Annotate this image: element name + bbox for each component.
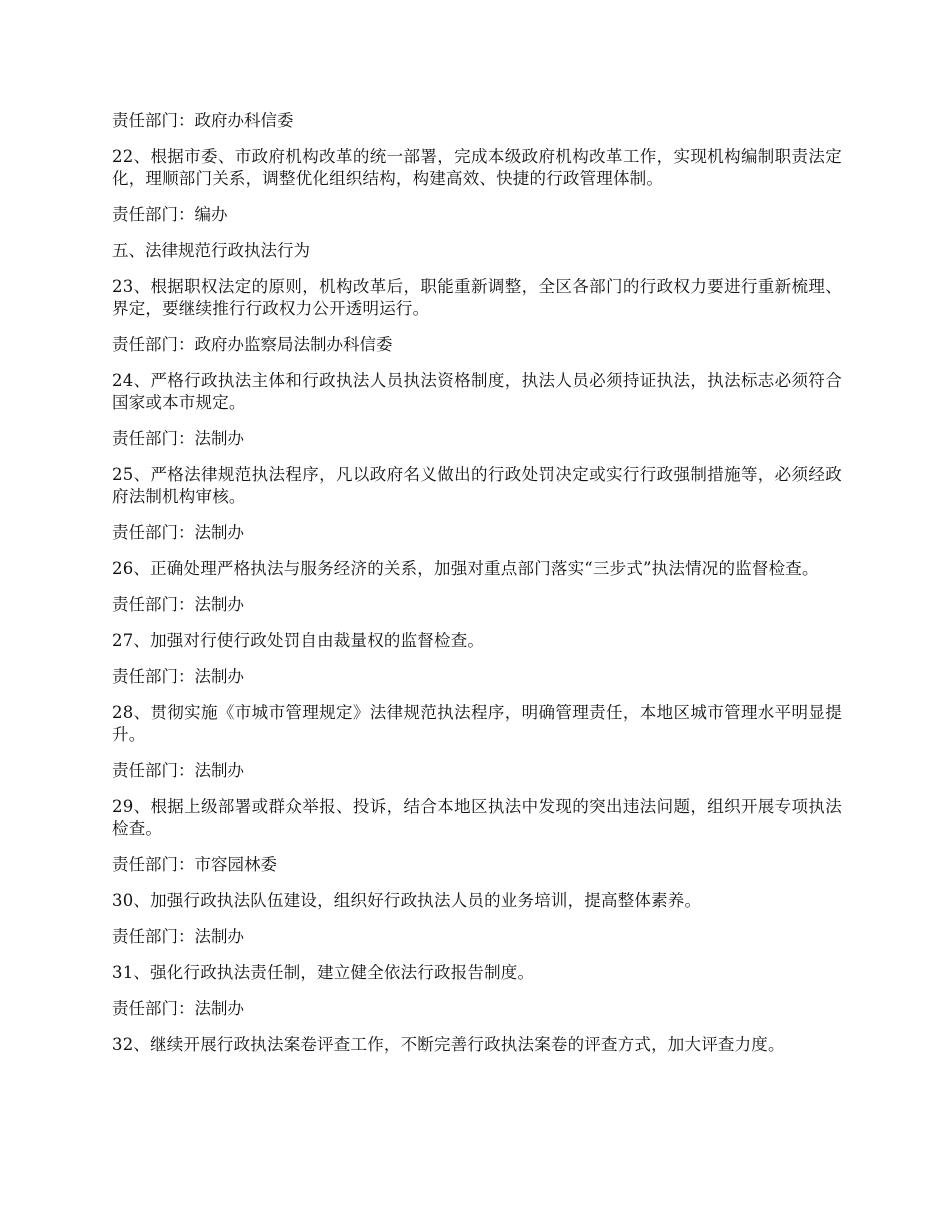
- item-paragraph: 22、根据市委、市政府机构改革的统一部署，完成本级政府机构改革工作，实现机构编制职责法定化，理顺部门关系，调整优化组织结构，构建高效、快捷的行政管理体制。: [112, 147, 842, 188]
- responsible-dept: 责任部门：政府办科信委: [112, 111, 294, 130]
- item-paragraph: 29、根据上级部署或群众举报、投诉，结合本地区执法中发现的突出违法问题，组织开展专项执法检查。: [112, 797, 842, 838]
- item-paragraph: 25、严格法律规范执法程序，凡以政府名义做出的行政处罚决定或实行行政强制措施等，必须经政府法制机构审核。: [112, 465, 842, 506]
- responsible-dept: 责任部门：政府办监察局法制办科信委: [112, 335, 393, 354]
- responsible-dept: 责任部门：法制办: [112, 999, 244, 1018]
- responsible-dept: 责任部门：市容园林委: [112, 855, 277, 874]
- responsible-dept: 责任部门：法制办: [112, 667, 244, 686]
- item-paragraph: 28、贯彻实施《市城市管理规定》法律规范执法程序，明确管理责任，本地区城市管理水平明显提升。: [112, 703, 842, 744]
- responsible-dept: 责任部门：法制办: [112, 927, 244, 946]
- responsible-dept: 责任部门：法制办: [112, 595, 244, 614]
- responsible-dept: 责任部门：法制办: [112, 429, 244, 448]
- item-paragraph: 26、正确处理严格执法与服务经济的关系，加强对重点部门落实“三步式”执法情况的监督检查。: [112, 559, 819, 578]
- responsible-dept: 责任部门：编办: [112, 205, 228, 224]
- document-page: [112, 110, 842, 1070]
- item-paragraph: 23、根据职权法定的原则，机构改革后，职能重新调整，全区各部门的行政权力要进行重新梳理、界定，要继续推行行政权力公开透明运行。: [112, 277, 842, 318]
- item-paragraph: 31、强化行政执法责任制，建立健全依法行政报告制度。: [112, 963, 535, 982]
- item-paragraph: 24、严格行政执法主体和行政执法人员执法资格制度，执法人员必须持证执法，执法标志必须符合国家或本市规定。: [112, 371, 842, 412]
- section-heading: 五、法律规范行政执法行为: [112, 241, 310, 260]
- item-paragraph: 27、加强对行使行政处罚自由裁量权的监督检查。: [112, 631, 485, 650]
- responsible-dept: 责任部门：法制办: [112, 523, 244, 542]
- responsible-dept: 责任部门：法制办: [112, 761, 244, 780]
- item-paragraph: 32、继续开展行政执法案卷评查工作，不断完善行政执法案卷的评查方式，加大评查力度。: [112, 1035, 785, 1054]
- item-paragraph: 30、加强行政执法队伍建设，组织好行政执法人员的业务培训，提高整体素养。: [112, 891, 702, 910]
